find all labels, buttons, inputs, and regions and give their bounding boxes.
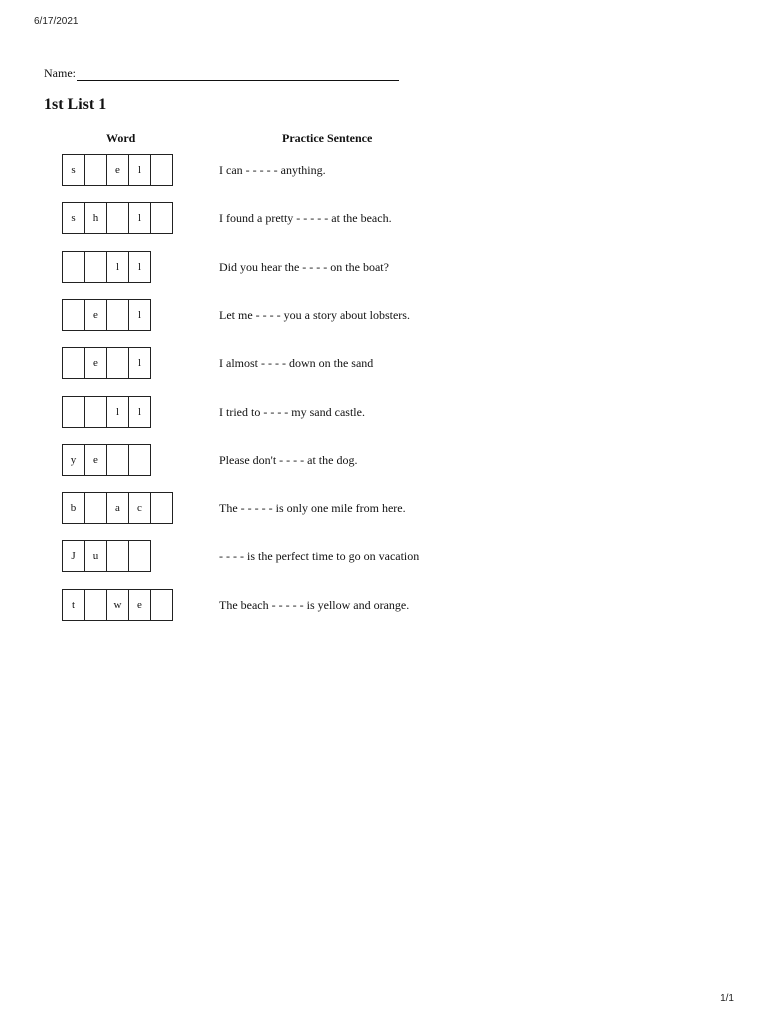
letter-box	[84, 154, 107, 186]
practice-sentence: Did you hear the - - - - on the boat?	[219, 259, 389, 274]
practice-sentence: The - - - - - is only one mile from here.	[219, 501, 406, 516]
word-row	[62, 202, 702, 234]
word-row	[62, 347, 702, 379]
word-row	[62, 396, 702, 428]
letter-box: l	[128, 299, 151, 331]
practice-sentence: I tried to - - - - my sand castle.	[219, 404, 365, 419]
letter-box: l	[106, 251, 129, 283]
letter-box	[62, 299, 85, 331]
letter-box	[62, 347, 85, 379]
word-row	[62, 251, 702, 283]
letter-box: e	[128, 589, 151, 621]
word-row	[62, 492, 702, 524]
word-row	[62, 154, 702, 186]
letter-box: b	[62, 492, 85, 524]
letter-boxes	[62, 396, 151, 428]
letter-boxes	[62, 444, 151, 476]
letter-boxes	[62, 299, 151, 331]
letter-box	[84, 396, 107, 428]
letter-box: u	[84, 540, 107, 572]
letter-box: t	[62, 589, 85, 621]
letter-box: l	[106, 396, 129, 428]
letter-box: e	[84, 444, 107, 476]
letter-box: h	[84, 202, 107, 234]
letter-box: l	[128, 396, 151, 428]
letter-box	[106, 347, 129, 379]
word-column-header: Word	[106, 131, 136, 145]
letter-box: y	[62, 444, 85, 476]
letter-box	[150, 492, 173, 524]
letter-box: e	[84, 299, 107, 331]
letter-boxes	[62, 154, 173, 186]
sentence-column-header: Practice Sentence	[282, 131, 373, 145]
letter-boxes	[62, 202, 173, 234]
practice-sentence: Please don't - - - - at the dog.	[219, 452, 358, 467]
letter-box: l	[128, 347, 151, 379]
letter-boxes	[62, 347, 151, 379]
letter-box	[106, 444, 129, 476]
letter-boxes	[62, 540, 151, 572]
letter-box: a	[106, 492, 129, 524]
letter-box: l	[128, 202, 151, 234]
letter-box: w	[106, 589, 129, 621]
name-blank-line	[77, 68, 399, 81]
letter-box	[84, 589, 107, 621]
letter-box	[84, 251, 107, 283]
practice-sentence: - - - - is the perfect time to go on vacation	[219, 549, 420, 564]
letter-box: s	[62, 202, 85, 234]
word-row	[62, 540, 702, 572]
page-number: 1/1	[720, 993, 734, 1004]
letter-box: l	[128, 251, 151, 283]
letter-box: e	[84, 347, 107, 379]
letter-box	[150, 154, 173, 186]
word-row	[62, 299, 702, 331]
letter-box: s	[62, 154, 85, 186]
word-row	[62, 589, 702, 621]
letter-box	[62, 251, 85, 283]
name-field	[44, 66, 399, 81]
letter-box	[106, 540, 129, 572]
practice-sentence: The beach - - - - - is yellow and orange.	[219, 597, 410, 612]
letter-boxes	[62, 589, 173, 621]
letter-box	[106, 202, 129, 234]
letter-box	[128, 444, 151, 476]
word-row	[62, 444, 702, 476]
letter-box	[150, 202, 173, 234]
letter-box: l	[128, 154, 151, 186]
practice-sentence: I almost - - - - down on the sand	[219, 356, 374, 371]
letter-boxes	[62, 251, 151, 283]
letter-box	[106, 299, 129, 331]
letter-boxes	[62, 492, 173, 524]
practice-sentence: I can - - - - - anything.	[219, 163, 326, 177]
name-label: Name:	[44, 66, 76, 80]
practice-sentence: I found a pretty - - - - - at the beach.	[219, 211, 392, 226]
letter-box	[150, 589, 173, 621]
letter-box: e	[106, 154, 129, 186]
letter-box	[62, 396, 85, 428]
print-date: 6/17/2021	[34, 16, 79, 27]
list-title: 1st List 1	[44, 96, 107, 113]
letter-box: c	[128, 492, 151, 524]
letter-box: J	[62, 540, 85, 572]
practice-sentence: Let me - - - - you a story about lobsters.	[219, 307, 410, 322]
letter-box	[128, 540, 151, 572]
letter-box	[84, 492, 107, 524]
